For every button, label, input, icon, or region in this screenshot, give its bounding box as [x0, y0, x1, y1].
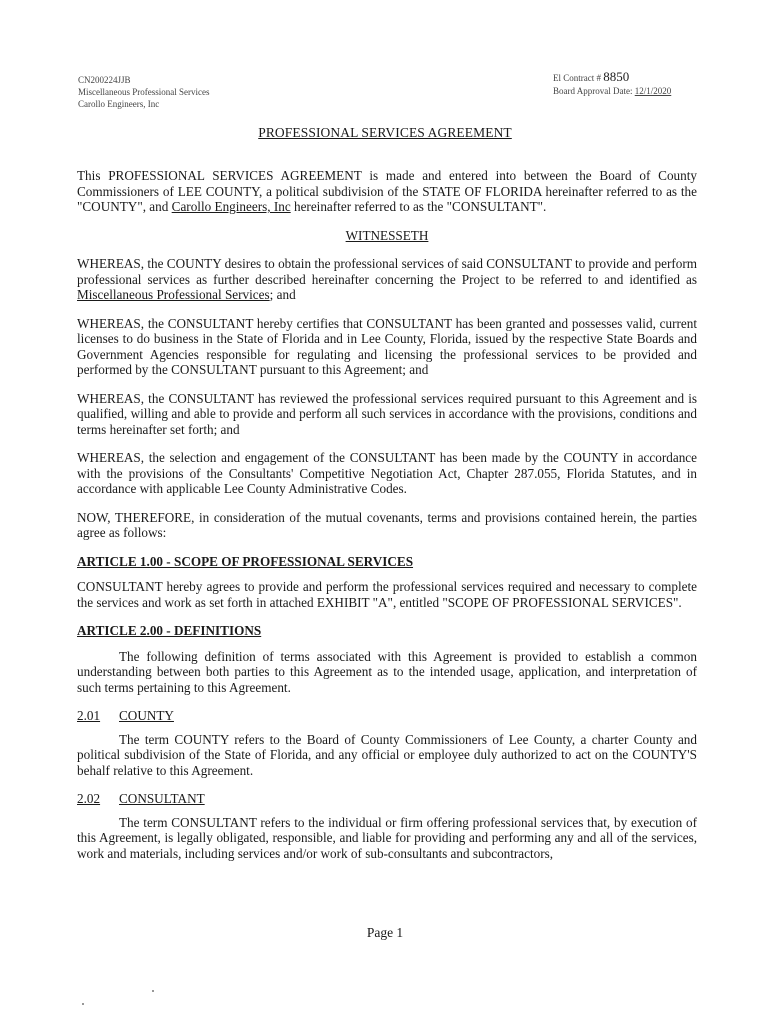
section-2-01-heading [77, 708, 697, 724]
section-2-01-number: 2.01 [77, 708, 101, 723]
section-2-02-number: 2.02 [77, 791, 101, 806]
header-left [78, 74, 209, 110]
section-2-02-heading [77, 791, 697, 807]
document-title: PROFESSIONAL SERVICES AGREEMENT [258, 125, 512, 140]
service-type: Miscellaneous Professional Services [78, 87, 210, 97]
section-2-01-text: The term COUNTY refers to the Board of County Commissioners of Lee County, a charter County and political subdivision of the State of Florida, and any official or employee duly authorized to act on the COUNTY'S behalf relative to this Agreement. [77, 731, 697, 778]
project-name: Miscellaneous Professional Services [77, 287, 270, 302]
whereas-1-text-a: WHEREAS, the COUNTY desires to obtain the professional services of said CONSULTANT to provide and perform professional services as further described hereinafter concerning the Project to be referred to and identified as [77, 256, 697, 287]
section-2-02-text: The term CONSULTANT refers to the individual or firm offering professional services that, by execution of this Agreement, is legally obligated, responsible, and liable for providing and performing any and all of the services, work and materials, including services and/or work of sub-consultants and subcontractors, [77, 814, 697, 861]
whereas-1-text-b: ; and [269, 287, 296, 302]
article-1-heading-text: ARTICLE 1.00 - SCOPE OF PROFESSIONAL SERVICES [77, 553, 414, 569]
scan-speck [152, 990, 154, 992]
article-2-heading-text: ARTICLE 2.00 - DEFINITIONS [77, 623, 262, 638]
section-2-01-title: COUNTY [119, 708, 174, 723]
article-2-text: The following definition of terms associated with this Agreement is provided to establish a common understanding between both parties to this Agreement as to the intended usage, application, and interpretation of such terms pertaining to this Agreement. [77, 648, 697, 695]
now-therefore-paragraph: NOW, THEREFORE, in consideration of the mutual covenants, terms and provisions contained herein, the parties agree as follows: [77, 509, 697, 540]
article-1-text: CONSULTANT hereby agrees to provide and perform the professional services required and necessary to complete the services and work as set forth in attached EXHIBIT "A", entitled "SCOPE OF PROFESSIONAL SERVICES". [77, 579, 697, 610]
whereas-paragraph-4: WHEREAS, the selection and engagement of the CONSULTANT has been made by the COUNTY in accordance with the provisions of the Consultants' Competitive Negotiation Act, Chapter 287.055, Florida Statutes, and in accordance with applicable Lee County Administrative Codes. [77, 450, 697, 496]
witnesseth-heading: WITNESSETH [345, 227, 429, 243]
approval-line [553, 85, 671, 98]
approval-label: Board Approval Date: [553, 86, 633, 96]
intro-text-a: This PROFESSIONAL SERVICES AGREEMENT is made and entered into between the Board of County Commissioners of LEE COUNTY, a political subdivision of the STATE OF FLORIDA hereinafter referred to as the "COUNTY", and [77, 168, 697, 214]
section-2-02-title: CONSULTANT [119, 791, 205, 806]
consultant-company: Carollo Engineers, Inc [78, 99, 160, 109]
contract-code: CN200224JJB [78, 75, 131, 85]
intro-paragraph [77, 168, 697, 215]
whereas-paragraph-2: WHEREAS, the CONSULTANT hereby certifies that CONSULTANT has been granted and possesses valid, current licenses to do business in the State of Florida and in Lee County, Florida, issued by the respective State Boards and Government Agencies responsible for regulating and licensing the professional services to be provided and performed by the CONSULTANT pursuant to this Agreement; and [77, 315, 697, 377]
article-1-heading [77, 554, 697, 570]
consultant-name: Carollo Engineers, Inc [171, 199, 291, 214]
intro-text-b: hereinafter referred to as the "CONSULTANT". [290, 199, 547, 214]
approval-date: 12/1/2020 [634, 86, 672, 96]
contract-number: 8850 [603, 69, 630, 84]
page-number: Page 1 [366, 925, 404, 940]
contract-label: El Contract # [553, 73, 601, 83]
whereas-paragraph-1 [77, 256, 697, 303]
header-right [553, 70, 671, 98]
scan-speck [82, 1003, 84, 1005]
document-body [77, 168, 697, 874]
article-2-heading [77, 623, 697, 639]
whereas-paragraph-3: WHEREAS, the CONSULTANT has reviewed the professional services required pursuant to this Agreement and is qualified, willing and able to provide and perform all such services in accordance with the provisions, conditions and terms hereinafter set forth; and [77, 390, 697, 437]
contract-line [553, 70, 671, 85]
